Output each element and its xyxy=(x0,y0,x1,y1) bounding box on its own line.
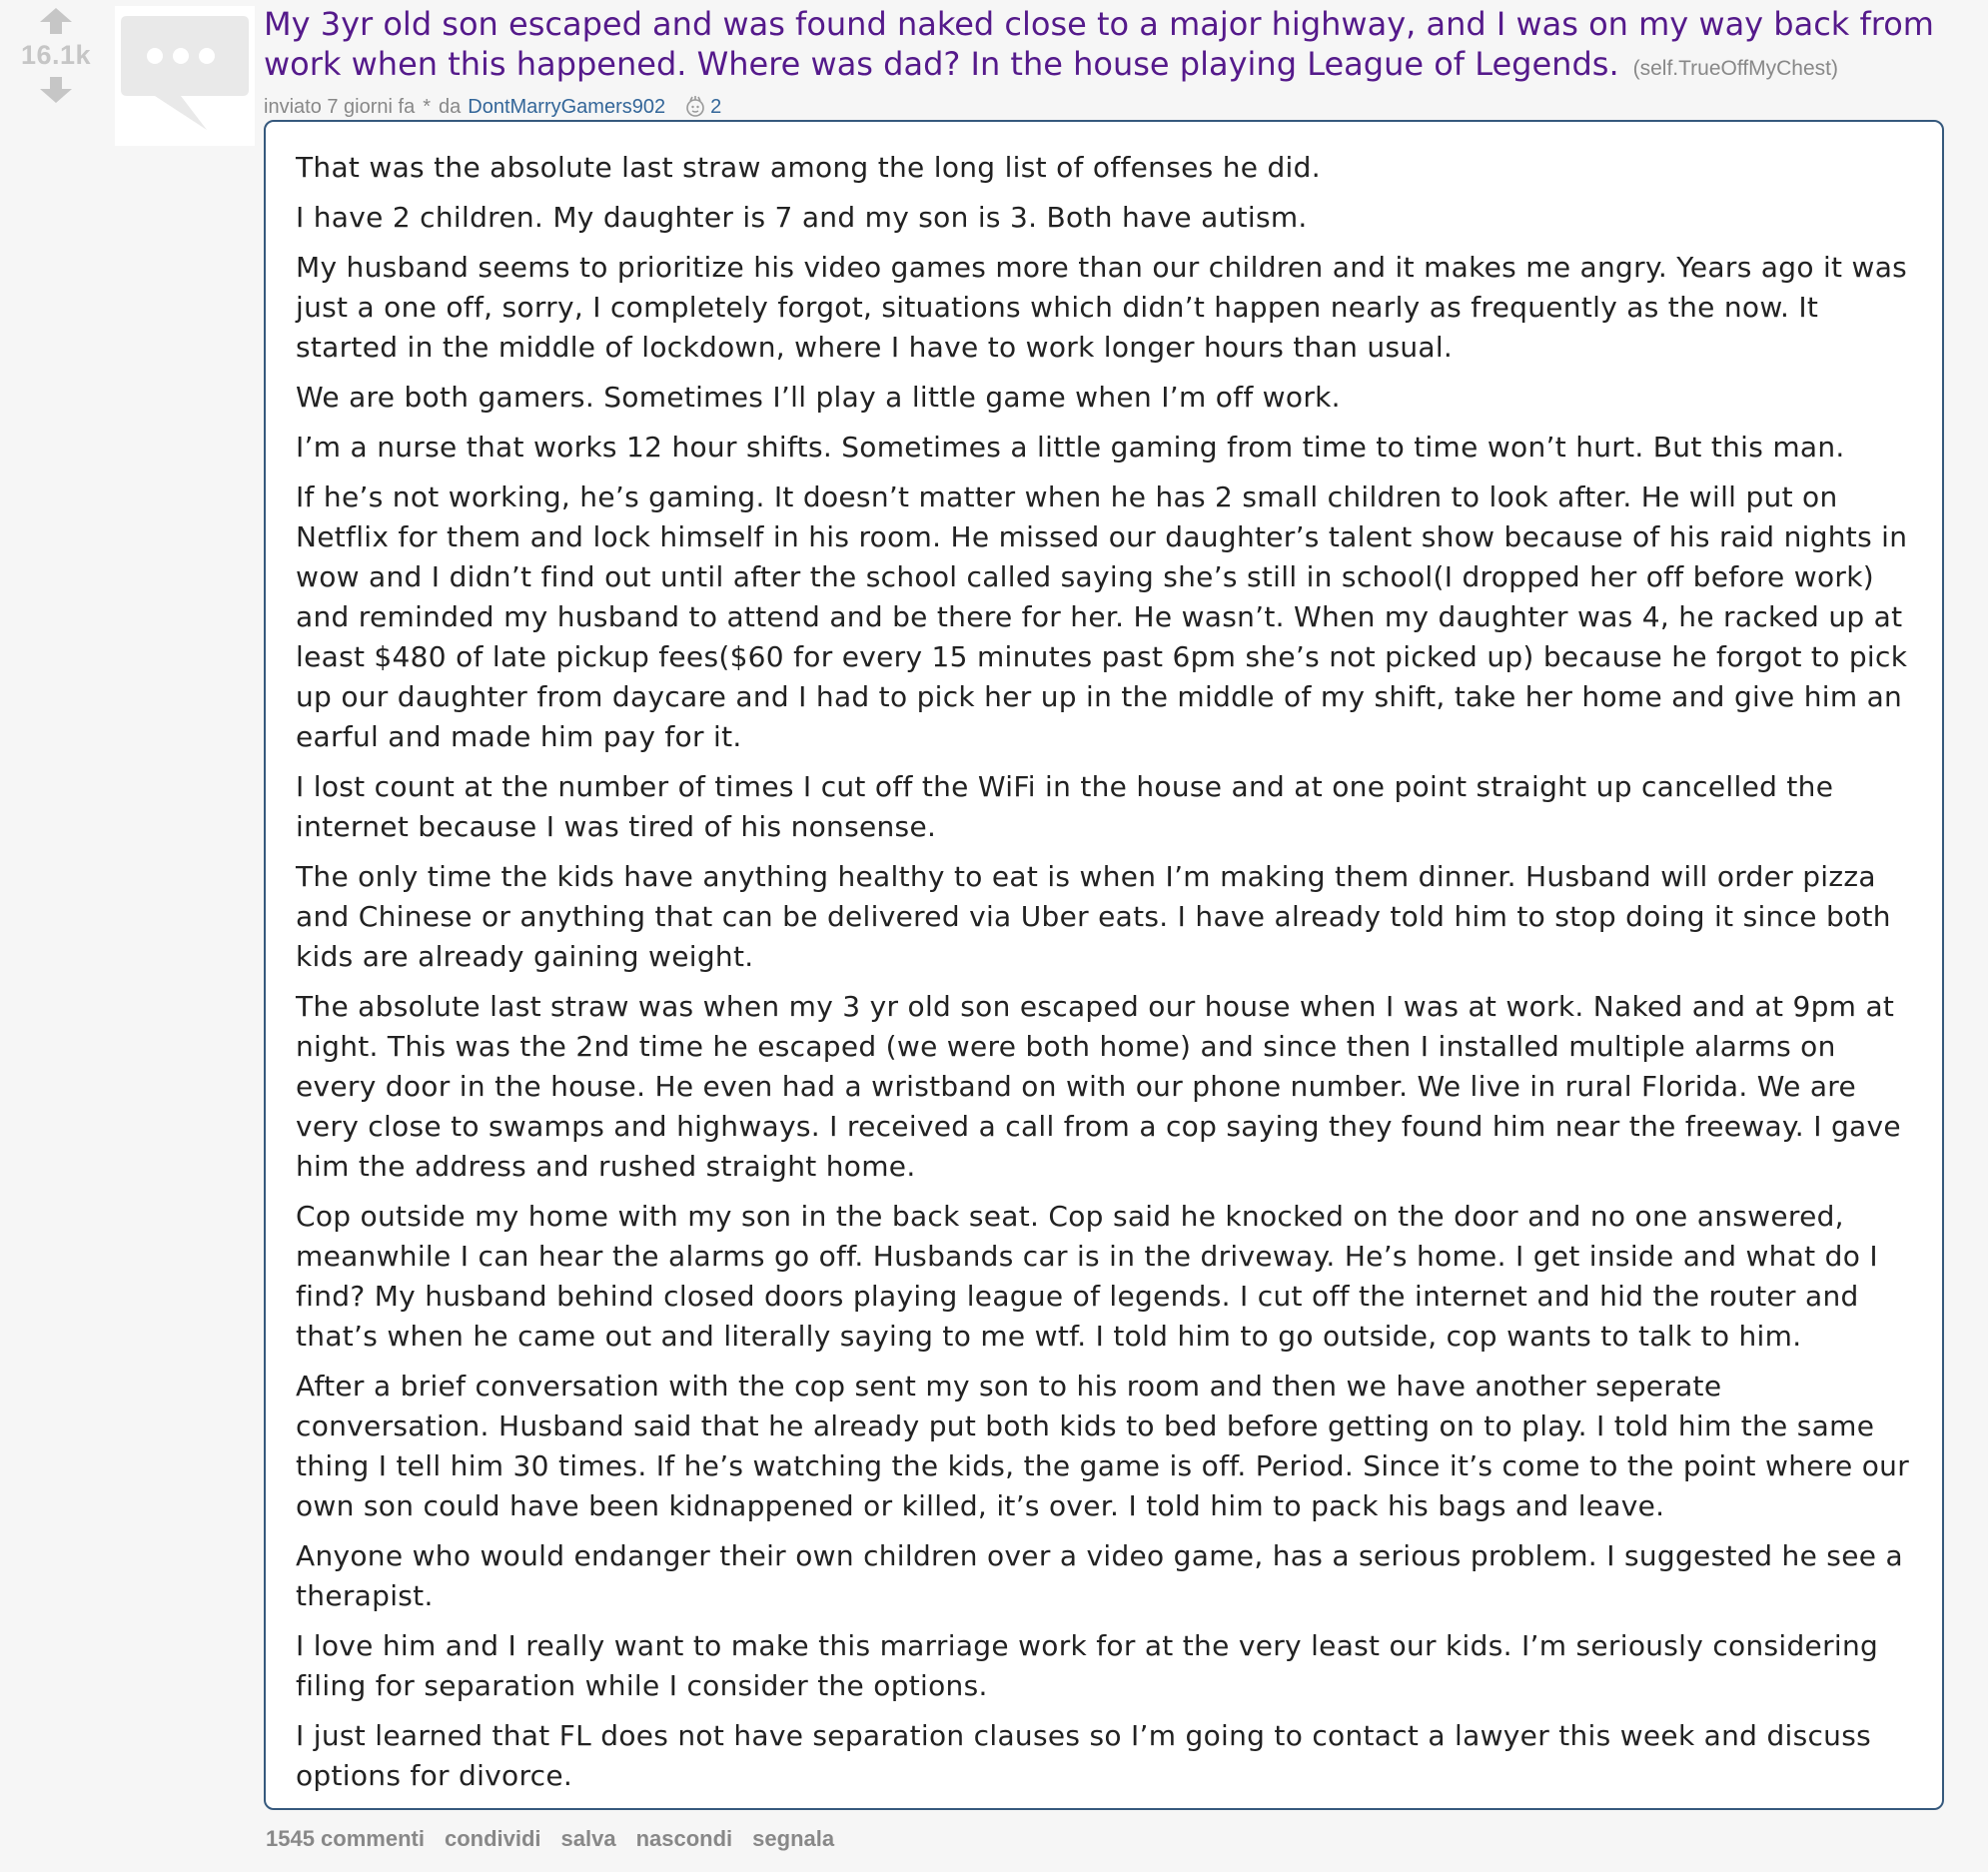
post-buttons xyxy=(266,1826,834,1852)
post-domain xyxy=(1633,57,1838,80)
selftext-paragraph: My husband seems to prioritize his video games more than our children and it makes me angry. Years ago it was just a one off, sorry, I completely forgot, situations which didn’t happen nearly as frequently as the now. It started in the middle of lockdown, where I have to work longer hours than usual. xyxy=(296,251,1908,364)
tagline-separator: * xyxy=(423,95,431,118)
post-selftext xyxy=(264,120,1944,1810)
selftext-paragraph: I just learned that FL does not have separation clauses so I’m going to contact a lawyer this week and discuss options for divorce. xyxy=(296,1719,1872,1792)
selftext-paragraph: After a brief conversation with the cop sent my son to his room and then we have another seperate conversation. Husband said that he already put both kids to bed before getting on to play. I told him the same thing I tell him 30 times. If he’s watching the kids, the game is off. Period. Since it’s come to the point where our own son could have been kidnappened or killed, it’s over. I told him to pack his bags and leave. xyxy=(296,1370,1910,1522)
selftext-paragraph: I have 2 children. My daughter is 7 and my son is 3. Both have autism. xyxy=(296,201,1308,234)
save-button[interactable]: salva xyxy=(560,1826,616,1851)
domain-open-paren: ( xyxy=(1632,57,1640,80)
tagline-by: da xyxy=(439,95,462,118)
submitted-time: inviato 7 giorni fa xyxy=(264,95,416,118)
post-tagline xyxy=(264,93,1962,121)
downvote-arrow-icon[interactable] xyxy=(36,75,76,105)
selftext-paragraph: If he’s not working, he’s gaming. It doesn’t matter when he has 2 small children to look after. He will put on Netflix for them and lock himself in his room. He missed our daughter’s talent show because of his raid nights in wow and I didn’t find out until after the school called saying she’s still in school(I dropped her off before work) and reminded my husband to attend and be there for her. He wasn’t. When my daughter was 4, he racked up at least $480 of late pickup fees($60 for every 15 minutes past 6pm she’s not picked up) because he forgot to pick up our daughter from daycare and I had to pick her up in the middle of my shift, take her home and give him an earful and made him pay for it. xyxy=(296,480,1908,753)
self-post-speech-bubble-icon xyxy=(115,6,255,146)
post-title-link[interactable]: My 3yr old son escaped and was found naked close to a major highway, and I was on my way back from work when this happened. Where was dad? In the house playing League of Legends. xyxy=(264,5,1934,83)
comments-button[interactable]: 1545 commenti xyxy=(266,1826,425,1851)
selftext-paragraph: Anyone who would endanger their own children over a video game, has a serious problem. I suggested he see a therapist. xyxy=(296,1539,1903,1612)
award-count: 2 xyxy=(710,95,722,118)
hide-button[interactable]: nascondi xyxy=(635,1826,733,1851)
award-icon xyxy=(683,95,707,119)
upvote-arrow-icon[interactable] xyxy=(36,6,76,36)
selftext-paragraph: I’m a nurse that works 12 hour shifts. Sometimes a little gaming from time to time won’t hurt. But this man. xyxy=(296,431,1845,464)
selftext-paragraph: We are both gamers. Sometimes I’ll play a little game when I’m off work. xyxy=(296,381,1341,414)
share-button[interactable]: condividi xyxy=(444,1826,541,1851)
post-title-line xyxy=(264,4,1962,89)
vote-column xyxy=(8,6,104,105)
post-thumbnail[interactable] xyxy=(115,6,255,146)
selftext-paragraph: The absolute last straw was when my 3 yr old son escaped our house when I was at work. Naked and at 9pm at night. This was the 2nd time he escaped (we were both home) and since then I installed multiple alarms on every door in the house. He even had a wristband on with our phone number. We live in rural Florida. We are very close to swamps and highways. I received a call from a cop saying they found him near the freeway. I gave him the address and rushed straight home. xyxy=(296,990,1901,1183)
vote-score: 16.1k xyxy=(20,40,92,70)
post-domain-link[interactable]: self.TrueOffMyChest xyxy=(1639,57,1831,80)
selftext-paragraph: I lost count at the number of times I cut off the WiFi in the house and at one point straight up cancelled the internet because I was tired of his nonsense. xyxy=(296,770,1834,843)
selftext-paragraph: Cop outside my home with my son in the back seat. Cop said he knocked on the door and no one answered, meanwhile I can hear the alarms go off. Husbands car is in the driveway. He’s home. I get inside and what do I find? My husband behind closed doors playing league of legends. I cut off the internet and hid the router and that’s when he came out and literally saying to me wtf. I told him to go outside, cop wants to talk to him. xyxy=(296,1200,1878,1353)
selftext-paragraph: The only time the kids have anything healthy to eat is when I’m making them dinner. Husband will order pizza and Chinese or anything that can be delivered via Uber eats. I have already told him to stop doing it since both kids are already gaining weight. xyxy=(296,860,1891,973)
author-link[interactable]: DontMarryGamers902 xyxy=(468,95,666,118)
award-badge[interactable] xyxy=(683,95,721,119)
selftext-paragraph: I love him and I really want to make this marriage work for at the very least our kids. I’m seriously considering filing for separation while I consider the options. xyxy=(296,1629,1879,1702)
selftext-paragraph: That was the absolute last straw among the long list of offenses he did. xyxy=(296,151,1321,184)
report-button[interactable]: segnala xyxy=(752,1826,835,1851)
post-entry xyxy=(264,4,1962,121)
domain-close-paren: ) xyxy=(1831,57,1838,80)
